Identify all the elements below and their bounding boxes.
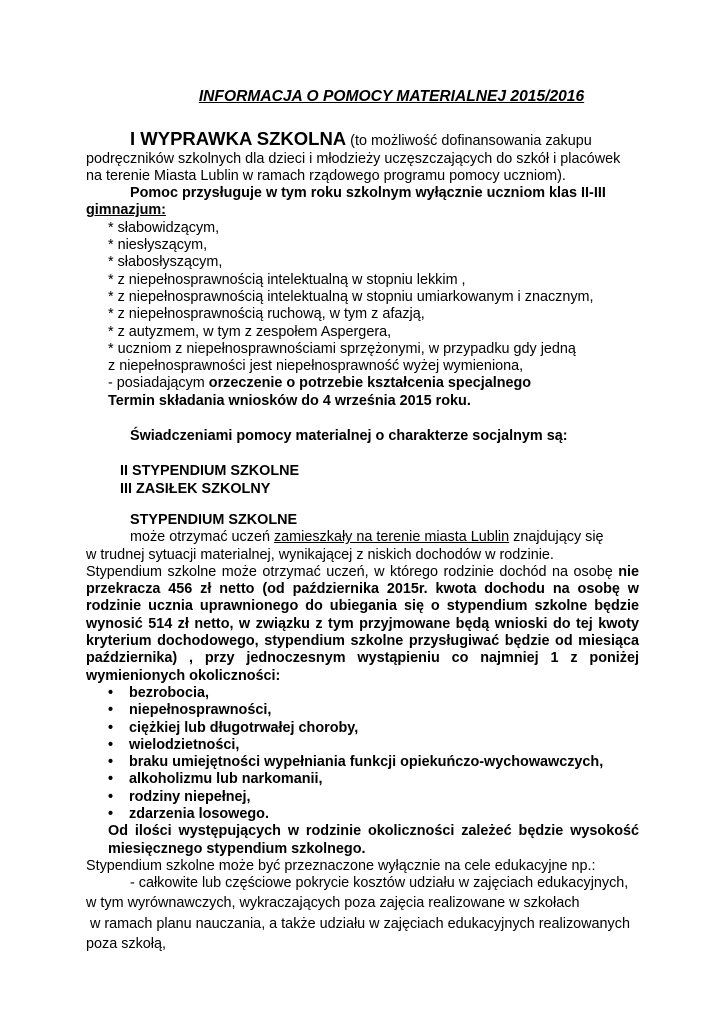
purpose-item-line2: w tym wyrównawczych, wykraczających poza zajęcia realizowane w szkołach [86,895,580,912]
bullet-icon: • [108,719,114,736]
eligible-group: * z autyzmem, w tym z zespołem Aspergera, [108,323,392,340]
bullet-icon: • [108,736,114,753]
document-title: INFORMACJA O POMOCY MATERIALNEJ 2015/2016 [198,88,585,105]
eligible-group: * z niepełnosprawnością intelektualną w stopniu lekkim , [108,271,466,288]
wyprawka-intro-rest: (to możliwość dofinansowania zakupu [346,133,592,150]
purpose-item-line3: w ramach planu nauczania, a także udziału w zajęciach edukacyjnych realizowanych [86,915,630,932]
list-item: • rodziny niepełnej, [108,788,251,805]
amount-note: Od ilości występujących w rodzinie okoliczności zależeć będzie wysokość miesięcznego stypendium szkolnego. [108,823,639,857]
bullet-icon: • [108,702,114,719]
bullet-icon: • [108,771,114,788]
eligible-group: * niesłyszącym, [108,237,208,254]
wyprawka-intro [86,130,639,150]
eligible-group: * z niepełnosprawnością intelektualną w stopniu umiarkowanym i znacznym, [108,288,594,305]
eligible-group: z niepełnosprawności jest niepełnosprawność wyżej wymieniona, [108,358,524,375]
residence-requirement: zamieszkały na terenie miasta Lublin [273,529,510,546]
list-item: • niepełnosprawności, [108,702,272,719]
purpose-item-line1: - całkowite lub częściowe pokrycie kosztów udziału w zajęciach edukacyjnych, [130,875,629,892]
stypendium-eligibility-line1: może otrzymać uczeń zamieszkały na terenie miasta Lublin znajdujący się [130,529,604,546]
eligible-group: * uczniom z niepełnosprawnościami sprzężonymi, w przypadku gdy jedną [108,340,576,357]
list-item: • bezrobocia, [108,684,209,701]
purpose-item-line4: poza szkołą, [86,936,166,953]
eligible-group: * z niepełnosprawnością ruchową, w tym z afazją, [108,306,425,323]
circumstances-list [86,685,639,823]
list-item: • zdarzenia losowego. [108,805,269,822]
wyprawka-intro-line2: podręczników szkolnych dla dzieci i młodzieży uczęszczających do szkół i placówek [86,150,621,167]
eligible-group: * słabosłyszącym, [108,254,223,271]
stypendium-eligibility-line2: w trudnej sytuacji materialnej, wynikającej z niskich dochodów w rodzinie. [86,546,554,563]
wyprawka-intro-line3: na terenie Miasta Lublin w ramach rządowego programu pomocy uczniom). [86,167,566,184]
stypendium-heading: STYPENDIUM SZKOLNE [130,511,298,528]
social-benefits-heading: Świadczeniami pomocy materialnej o charakterze socjalnym są: [130,428,568,445]
purpose-line: Stypendium szkolne może być przeznaczone wyłącznie na cele edukacyjne np.: [86,857,596,874]
eligible-group: * słabowidzącym, [108,219,220,236]
document-page [86,88,639,953]
bullet-icon: • [108,805,114,822]
list-item: • braku umiejętności wypełniania funkcji opiekuńczo-wychowawczych, [108,754,604,771]
wyprawka-deadline: Termin składania wniosków do 4 września 2015 roku. [108,392,471,409]
certificate-bold: orzeczenie o potrzebie kształcenia specjalnego [208,375,532,392]
eligibility-line1: Pomoc przysługuje w tym roku szkolnym wyłącznie uczniom klas II-III [130,185,606,202]
list-item: • ciężkiej lub długotrwałej choroby, [108,719,359,736]
certificate-requirement: - posiadającym orzeczenie o potrzebie kształcenia specjalnego [108,375,532,392]
income-criterion-bold: nie przekracza 456 zł netto (od października 2015r. kwota dochodu na osobę w rodzinie ucznia uprawnionego do ubiegania się o stypendium szkolne będzie wynosić 514 zł netto, w związku z tym przyjmowane będą wnioski do tej kwoty kryterium dochodowego, stypendium szkolne przysługiwać będzie od miesiąca października) , przy jednoczesnym wystąpieniu co najmniej 1 z poniżej wymienionych okoliczności: [86,563,639,684]
wyprawka-heading: I WYPRAWKA SZKOLNA [130,128,347,150]
eligibility-line2: gimnazjum: [86,202,166,219]
social-benefit-item: II STYPENDIUM SZKOLNE [120,463,300,480]
income-criterion: Stypendium szkolne może otrzymać uczeń, w którego rodzinie dochód na osobę nie przekracza 456 zł netto (od października 2015r. kwota dochodu na osobę w rodzinie ucznia uprawnionego do ubiegania się o stypendium szkolne będzie wynosić 514 zł netto, w związku z tym przyjmowane będą wnioski do tej kwoty kryterium dochodowego, stypendium szkolne przysługiwać będzie od miesiąca października) , przy jednoczesnym wystąpieniu co najmniej 1 z poniżej wymienionych okoliczności: [86,563,639,684]
bullet-icon: • [108,754,114,771]
bullet-icon: • [108,788,114,805]
list-item: • alkoholizmu lub narkomanii, [108,771,323,788]
social-benefit-item: III ZASIŁEK SZKOLNY [120,480,271,497]
bullet-icon: • [108,684,114,701]
list-item: • wielodzietności, [108,736,240,753]
eligible-groups-list [86,220,639,410]
social-benefits-list [86,463,639,498]
